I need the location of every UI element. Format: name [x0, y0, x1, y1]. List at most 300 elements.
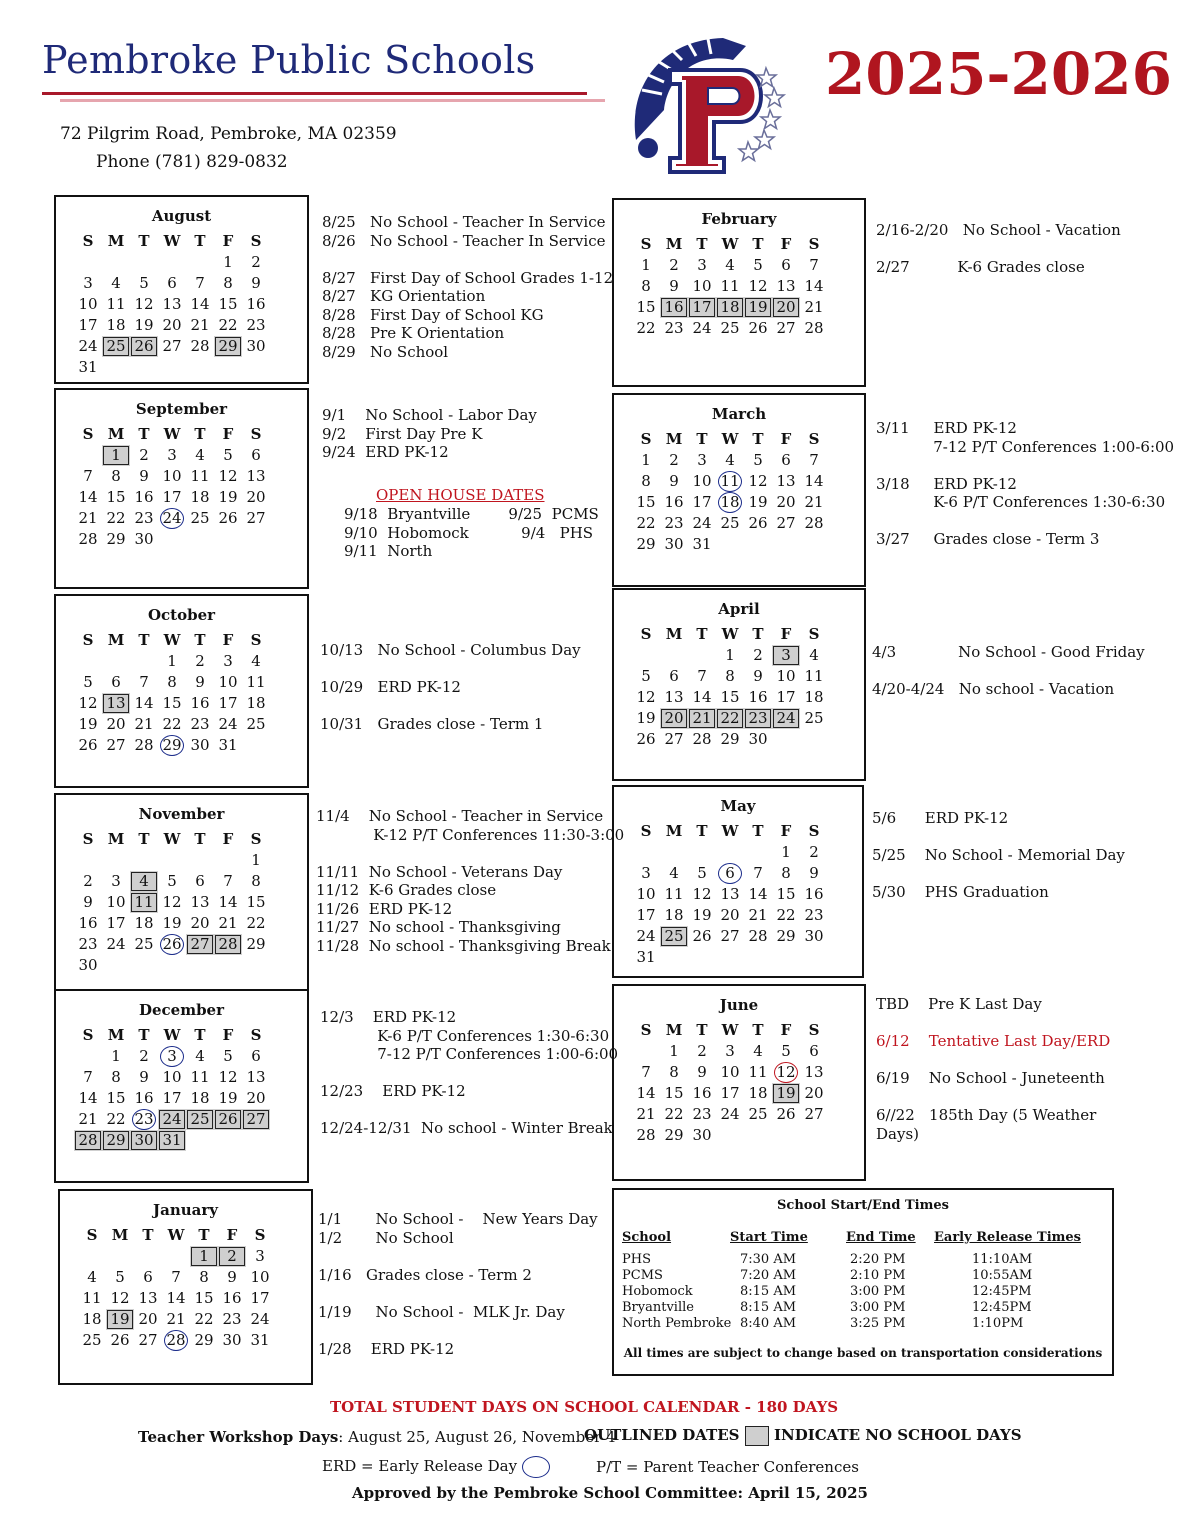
month-grid [74, 630, 270, 756]
notes-june [876, 995, 1110, 1143]
day-cell: 23 [744, 708, 772, 729]
day-cell: 31 [250, 1331, 270, 1349]
day-cell: 13 [776, 472, 796, 490]
note-line: 6/12 Tentative Last Day/ERD [876, 1032, 1111, 1050]
day-cell: 7 [753, 864, 763, 882]
month-grid [632, 234, 828, 339]
day-cell: 13 [190, 893, 210, 911]
day-cell: 21 [804, 298, 824, 316]
day-cell: 12 [162, 893, 182, 911]
day-cell: 19 [106, 1309, 134, 1330]
day-cell: 31 [692, 535, 712, 553]
empty-day [632, 1041, 660, 1062]
day-cell: 8 [111, 467, 121, 485]
empty-day [660, 645, 688, 666]
day-cell: 26 [748, 514, 768, 532]
day-cell: 13 [664, 688, 684, 706]
note-line: 8/28 First Day of School KG [322, 305, 544, 324]
month-title: June [719, 996, 759, 1014]
times-cell: PHS [622, 1252, 651, 1267]
note-line: 3/27 Grades close - Term 3 [876, 530, 1100, 548]
empty-day [186, 850, 214, 871]
day-cell: 26 [636, 730, 656, 748]
month-title: November [138, 805, 225, 823]
day-cell: 18 [716, 492, 744, 513]
note-line: 8/26 No School - Teacher In Service [322, 231, 606, 250]
day-cell: 29 [158, 735, 186, 756]
note-line: 8/27 First Day of School Grades 1-12 [322, 268, 614, 287]
weekday-header: T [696, 1021, 708, 1039]
day-cell: 1 [641, 256, 651, 274]
day-cell: 18 [664, 906, 684, 924]
day-cell: 29 [720, 730, 740, 748]
day-cell: 10 [720, 1063, 740, 1081]
notes-october [320, 641, 581, 734]
times-header-start: Start Time [730, 1230, 808, 1245]
day-cell: 28 [190, 337, 210, 355]
weekday-header: M [665, 822, 683, 840]
weekday-header: T [752, 430, 764, 448]
day-cell: 27 [106, 736, 126, 754]
calendar-march [612, 393, 866, 587]
note-line: 1/19 No School - MLK Jr. Day [318, 1302, 565, 1321]
weekday-header: M [111, 1226, 129, 1244]
note-line: 11/4 No School - Teacher in Service [316, 807, 604, 825]
day-cell: 15 [664, 1084, 684, 1102]
school-year: 2025-2026 [825, 40, 1172, 108]
day-cell: 14 [166, 1289, 186, 1307]
note-line: 8/27 KG Orientation [322, 287, 486, 305]
month-title: August [151, 207, 212, 225]
month-grid [74, 829, 270, 976]
day-cell: 31 [158, 1130, 186, 1151]
weekday-header: W [163, 830, 181, 848]
day-cell: 19 [744, 297, 772, 318]
outlined-label: OUTLINED DATES [584, 1426, 740, 1444]
day-cell: 20 [138, 1310, 158, 1328]
day-cell: 2 [753, 646, 763, 664]
day-cell: 27 [804, 1105, 824, 1123]
weekday-header: W [163, 631, 181, 649]
note-line [872, 865, 1125, 884]
day-cell: 6 [669, 667, 679, 685]
empty-day [214, 850, 242, 871]
day-cell: 25 [804, 709, 824, 727]
day-cell: 14 [804, 472, 824, 490]
header-rule-pink [60, 99, 605, 102]
empty-day [102, 850, 130, 871]
note-line: 9/10 Hobomock 9/4 PHS [344, 523, 594, 542]
day-cell: 16 [660, 297, 688, 318]
note-line: 3/18 ERD PK-12 [876, 474, 1017, 493]
weekday-header: T [194, 232, 206, 250]
weekday-header: S [808, 235, 820, 253]
day-cell: 17 [78, 316, 98, 334]
day-cell: 20 [772, 297, 800, 318]
weekday-header: S [250, 232, 262, 250]
day-cell: 17 [250, 1289, 270, 1307]
times-cell: 11:10AM [972, 1252, 1033, 1267]
month-title: December [138, 1001, 225, 1019]
outlined-legend [584, 1426, 1022, 1446]
day-cell: 17 [688, 297, 716, 318]
day-cell: 23 [130, 1109, 158, 1130]
weekday-header: S [640, 235, 652, 253]
day-cell: 27 [186, 934, 214, 955]
empty-day [78, 1246, 106, 1267]
day-cell: 7 [223, 872, 233, 890]
day-cell: 24 [250, 1310, 270, 1328]
day-cell: 24 [78, 337, 98, 355]
weekday-header: T [194, 631, 206, 649]
day-cell: 23 [664, 319, 684, 337]
day-cell: 3 [83, 274, 93, 292]
day-cell: 2 [697, 1042, 707, 1060]
day-cell: 5 [223, 1047, 233, 1065]
weekday-header: T [138, 232, 150, 250]
day-cell: 18 [82, 1310, 102, 1328]
times-cell: 7:20 AM [740, 1268, 797, 1283]
day-cell: 5 [781, 1042, 791, 1060]
day-cell: 25 [82, 1331, 102, 1349]
day-cell: 12 [110, 1289, 130, 1307]
day-cell: 13 [246, 467, 266, 485]
note-line: 1/28 ERD PK-12 [318, 1339, 455, 1358]
day-cell: 14 [190, 295, 210, 313]
weekday-header: M [665, 235, 683, 253]
day-cell: 18 [190, 1089, 210, 1107]
calendar-february [612, 198, 866, 387]
day-cell: 27 [776, 514, 796, 532]
weekday-header: F [780, 430, 792, 448]
day-cell: 8 [199, 1268, 209, 1286]
note-line: 10/29 ERD PK-12 [320, 678, 461, 696]
note-line: 9/11 North [344, 542, 433, 560]
day-cell: 6 [111, 673, 121, 691]
empty-day [74, 252, 102, 273]
weekday-header: F [780, 235, 792, 253]
month-title: March [711, 405, 767, 423]
weekday-header: M [665, 625, 683, 643]
total-days: TOTAL STUDENT DAYS ON SCHOOL CALENDAR - 180 DAYS [330, 1398, 839, 1416]
day-cell: 30 [246, 337, 266, 355]
day-cell: 10 [162, 467, 182, 485]
day-cell: 17 [162, 1089, 182, 1107]
note-line: 11/11 No School - Veterans Day [316, 862, 563, 881]
day-cell: 19 [692, 906, 712, 924]
calendar-january [58, 1189, 313, 1385]
day-cell: 11 [716, 471, 744, 492]
day-cell: 27 [138, 1331, 158, 1349]
day-cell: 5 [753, 451, 763, 469]
header-rule-red [42, 92, 587, 95]
day-cell: 15 [106, 1089, 126, 1107]
day-cell: 15 [720, 688, 740, 706]
day-cell: 26 [214, 1109, 242, 1130]
day-cell: 12 [772, 1062, 800, 1083]
day-cell: 9 [753, 667, 763, 685]
day-cell: 9 [669, 277, 679, 295]
day-cell: 22 [776, 906, 796, 924]
note-line: 6//22 185th Day (5 Weather [876, 1106, 1097, 1124]
day-cell: 31 [218, 736, 238, 754]
times-title: School Start/End Times [777, 1198, 949, 1213]
times-cell: 2:20 PM [850, 1252, 906, 1267]
empty-day [186, 252, 214, 273]
note-line: 7-12 P/T Conferences 1:00-6:00 [876, 437, 1175, 456]
day-cell: 17 [218, 694, 238, 712]
day-cell: 26 [158, 934, 186, 955]
day-cell: 26 [130, 336, 158, 357]
note-line: 10/13 No School - Columbus Day [320, 641, 581, 659]
day-cell: 27 [720, 927, 740, 945]
notes-may [872, 809, 1125, 902]
day-cell: 20 [162, 316, 182, 334]
day-cell: 29 [776, 927, 796, 945]
day-cell: 26 [78, 736, 98, 754]
empty-day [632, 842, 660, 863]
day-cell: 30 [134, 530, 154, 548]
day-cell: 25 [134, 935, 154, 953]
empty-day [74, 1046, 102, 1067]
day-cell: 7 [809, 451, 819, 469]
weekday-header: T [752, 1021, 764, 1039]
day-cell: 21 [78, 1110, 98, 1128]
day-cell: 4 [809, 646, 819, 664]
day-cell: 31 [78, 358, 98, 376]
day-cell: 8 [669, 1063, 679, 1081]
weekday-header: W [721, 625, 739, 643]
weekday-header: T [138, 1026, 150, 1044]
indicate-label: INDICATE NO SCHOOL DAYS [773, 1426, 1022, 1444]
day-cell: 21 [190, 316, 210, 334]
day-cell: 18 [716, 297, 744, 318]
day-cell: 5 [753, 256, 763, 274]
day-cell: 1 [725, 646, 735, 664]
no-school-swatch-icon [745, 1426, 769, 1446]
day-cell: 16 [804, 885, 824, 903]
workshop-label: Teacher Workshop Days [138, 1428, 339, 1446]
day-cell: 28 [214, 934, 242, 955]
day-cell: 20 [190, 914, 210, 932]
day-cell: 4 [130, 871, 158, 892]
day-cell: 4 [251, 652, 261, 670]
day-cell: 28 [692, 730, 712, 748]
day-cell: 21 [688, 708, 716, 729]
note-line [318, 1321, 598, 1340]
month-title: April [718, 600, 760, 618]
day-cell: 5 [167, 872, 177, 890]
times-cell: 12:45PM [972, 1284, 1032, 1299]
day-cell: 2 [809, 843, 819, 861]
day-cell: 25 [190, 509, 210, 527]
day-cell: 5 [115, 1268, 125, 1286]
times-cell: Hobomock [622, 1284, 693, 1299]
day-cell: 25 [186, 1109, 214, 1130]
day-cell: 10 [250, 1268, 270, 1286]
month-grid [632, 624, 828, 750]
weekday-header: W [163, 425, 181, 443]
note-line: 10/31 Grades close - Term 1 [320, 715, 544, 733]
month-grid [632, 1020, 828, 1146]
day-cell: 12 [692, 885, 712, 903]
day-cell: 30 [692, 1126, 712, 1144]
weekday-header: T [138, 425, 150, 443]
day-cell: 10 [78, 295, 98, 313]
day-cell: 14 [78, 488, 98, 506]
workshop-dates: : August 25, August 26, November 4 [338, 1428, 616, 1446]
day-cell: 4 [725, 256, 735, 274]
weekday-header: M [107, 425, 125, 443]
day-cell: 11 [720, 277, 740, 295]
weekday-header: M [107, 631, 125, 649]
day-cell: 11 [246, 673, 266, 691]
day-cell: 16 [222, 1289, 242, 1307]
weekday-header: T [752, 822, 764, 840]
day-cell: 9 [139, 467, 149, 485]
day-cell: 15 [162, 694, 182, 712]
empty-day [158, 252, 186, 273]
day-cell: 7 [697, 667, 707, 685]
weekday-header: W [163, 1026, 181, 1044]
day-cell: 19 [772, 1083, 800, 1104]
note-line: TBD Pre K Last Day [876, 995, 1042, 1013]
day-cell: 22 [162, 715, 182, 733]
day-cell: 24 [692, 319, 712, 337]
empty-day [632, 645, 660, 666]
day-cell: 22 [106, 509, 126, 527]
day-cell: 14 [134, 694, 154, 712]
day-cell: 3 [772, 645, 800, 666]
empty-day [130, 850, 158, 871]
day-cell: 14 [78, 1089, 98, 1107]
weekday-header: S [250, 425, 262, 443]
day-cell: 18 [134, 914, 154, 932]
day-cell: 10 [106, 893, 126, 911]
month-title: January [153, 1201, 218, 1219]
day-cell: 24 [218, 715, 238, 733]
day-cell: 3 [697, 451, 707, 469]
weekday-header: S [640, 822, 652, 840]
day-cell: 25 [102, 336, 130, 357]
day-cell: 19 [134, 316, 154, 334]
day-cell: 9 [83, 893, 93, 911]
day-cell: 21 [804, 493, 824, 511]
day-cell: 20 [776, 493, 796, 511]
phone: Phone (781) 829-0832 [96, 152, 288, 172]
day-cell: 8 [641, 472, 651, 490]
day-cell: 16 [134, 488, 154, 506]
day-cell: 1 [781, 843, 791, 861]
day-cell: 19 [636, 709, 656, 727]
day-cell: 20 [246, 1089, 266, 1107]
note-line: 9/2 First Day Pre K [322, 424, 483, 443]
day-cell: 13 [720, 885, 740, 903]
day-cell: 7 [171, 1268, 181, 1286]
empty-day [134, 1246, 162, 1267]
times-cell: 12:45PM [972, 1300, 1032, 1315]
day-cell: 5 [139, 274, 149, 292]
weekday-header: F [226, 1226, 238, 1244]
day-cell: 16 [692, 1084, 712, 1102]
notes-april [872, 643, 1145, 699]
day-cell: 22 [636, 514, 656, 532]
note-line: 9/18 Bryantville 9/25 PCMS [344, 505, 599, 523]
day-cell: 3 [255, 1247, 265, 1265]
day-cell: 26 [692, 927, 712, 945]
day-cell: 6 [167, 274, 177, 292]
day-cell: 23 [222, 1310, 242, 1328]
calendar-april [612, 588, 866, 781]
note-line: 12/23 ERD PK-12 [320, 1082, 466, 1100]
day-cell: 15 [776, 885, 796, 903]
day-cell: 14 [636, 1084, 656, 1102]
day-cell: 23 [134, 509, 154, 527]
day-cell: 13 [804, 1063, 824, 1081]
times-header-school: School [622, 1230, 672, 1245]
day-cell: 6 [143, 1268, 153, 1286]
times-cell: 7:30 AM [740, 1252, 797, 1267]
day-cell: 17 [162, 488, 182, 506]
note-line [876, 512, 1174, 531]
times-footnote: All times are subject to change based on transportation considerations [623, 1346, 1103, 1360]
day-cell: 3 [158, 1046, 186, 1067]
day-cell: 2 [139, 1047, 149, 1065]
empty-day [660, 842, 688, 863]
empty-day [716, 842, 744, 863]
month-grid [632, 821, 828, 968]
weekday-header: F [222, 830, 234, 848]
day-cell: 6 [251, 446, 261, 464]
day-cell: 29 [194, 1331, 214, 1349]
day-cell: 8 [111, 1068, 121, 1086]
note-line [320, 1064, 618, 1083]
note-line [316, 844, 624, 863]
day-cell: 6 [716, 863, 744, 884]
note-line: 11/28 No school - Thanksgiving Break [316, 936, 611, 955]
day-cell: 16 [134, 1089, 154, 1107]
weekday-header: F [222, 631, 234, 649]
day-cell: 1 [223, 253, 233, 271]
day-cell: 22 [194, 1310, 214, 1328]
weekday-header: S [640, 625, 652, 643]
day-cell: 16 [748, 688, 768, 706]
day-cell: 12 [134, 295, 154, 313]
weekday-header: W [721, 430, 739, 448]
weekday-header: T [194, 425, 206, 443]
note-line: 5/30 PHS Graduation [872, 883, 1049, 901]
day-cell: 10 [692, 472, 712, 490]
weekday-header: S [82, 631, 94, 649]
calendar-november [54, 793, 309, 1011]
note-line: 5/25 No School - Memorial Day [872, 846, 1125, 864]
day-cell: 12 [748, 277, 768, 295]
day-cell: 19 [162, 914, 182, 932]
day-cell: 26 [776, 1105, 796, 1123]
day-cell: 24 [772, 708, 800, 729]
calendar-december [54, 989, 309, 1183]
weekday-header: T [138, 631, 150, 649]
note-line [318, 1284, 598, 1303]
day-cell: 17 [776, 688, 796, 706]
weekday-header: F [222, 1026, 234, 1044]
day-cell: 20 [720, 906, 740, 924]
day-cell: 20 [660, 708, 688, 729]
day-cell: 17 [106, 914, 126, 932]
day-cell: 4 [725, 451, 735, 469]
weekday-header: M [665, 1021, 683, 1039]
note-line: 9/24 ERD PK-12 [322, 443, 449, 461]
